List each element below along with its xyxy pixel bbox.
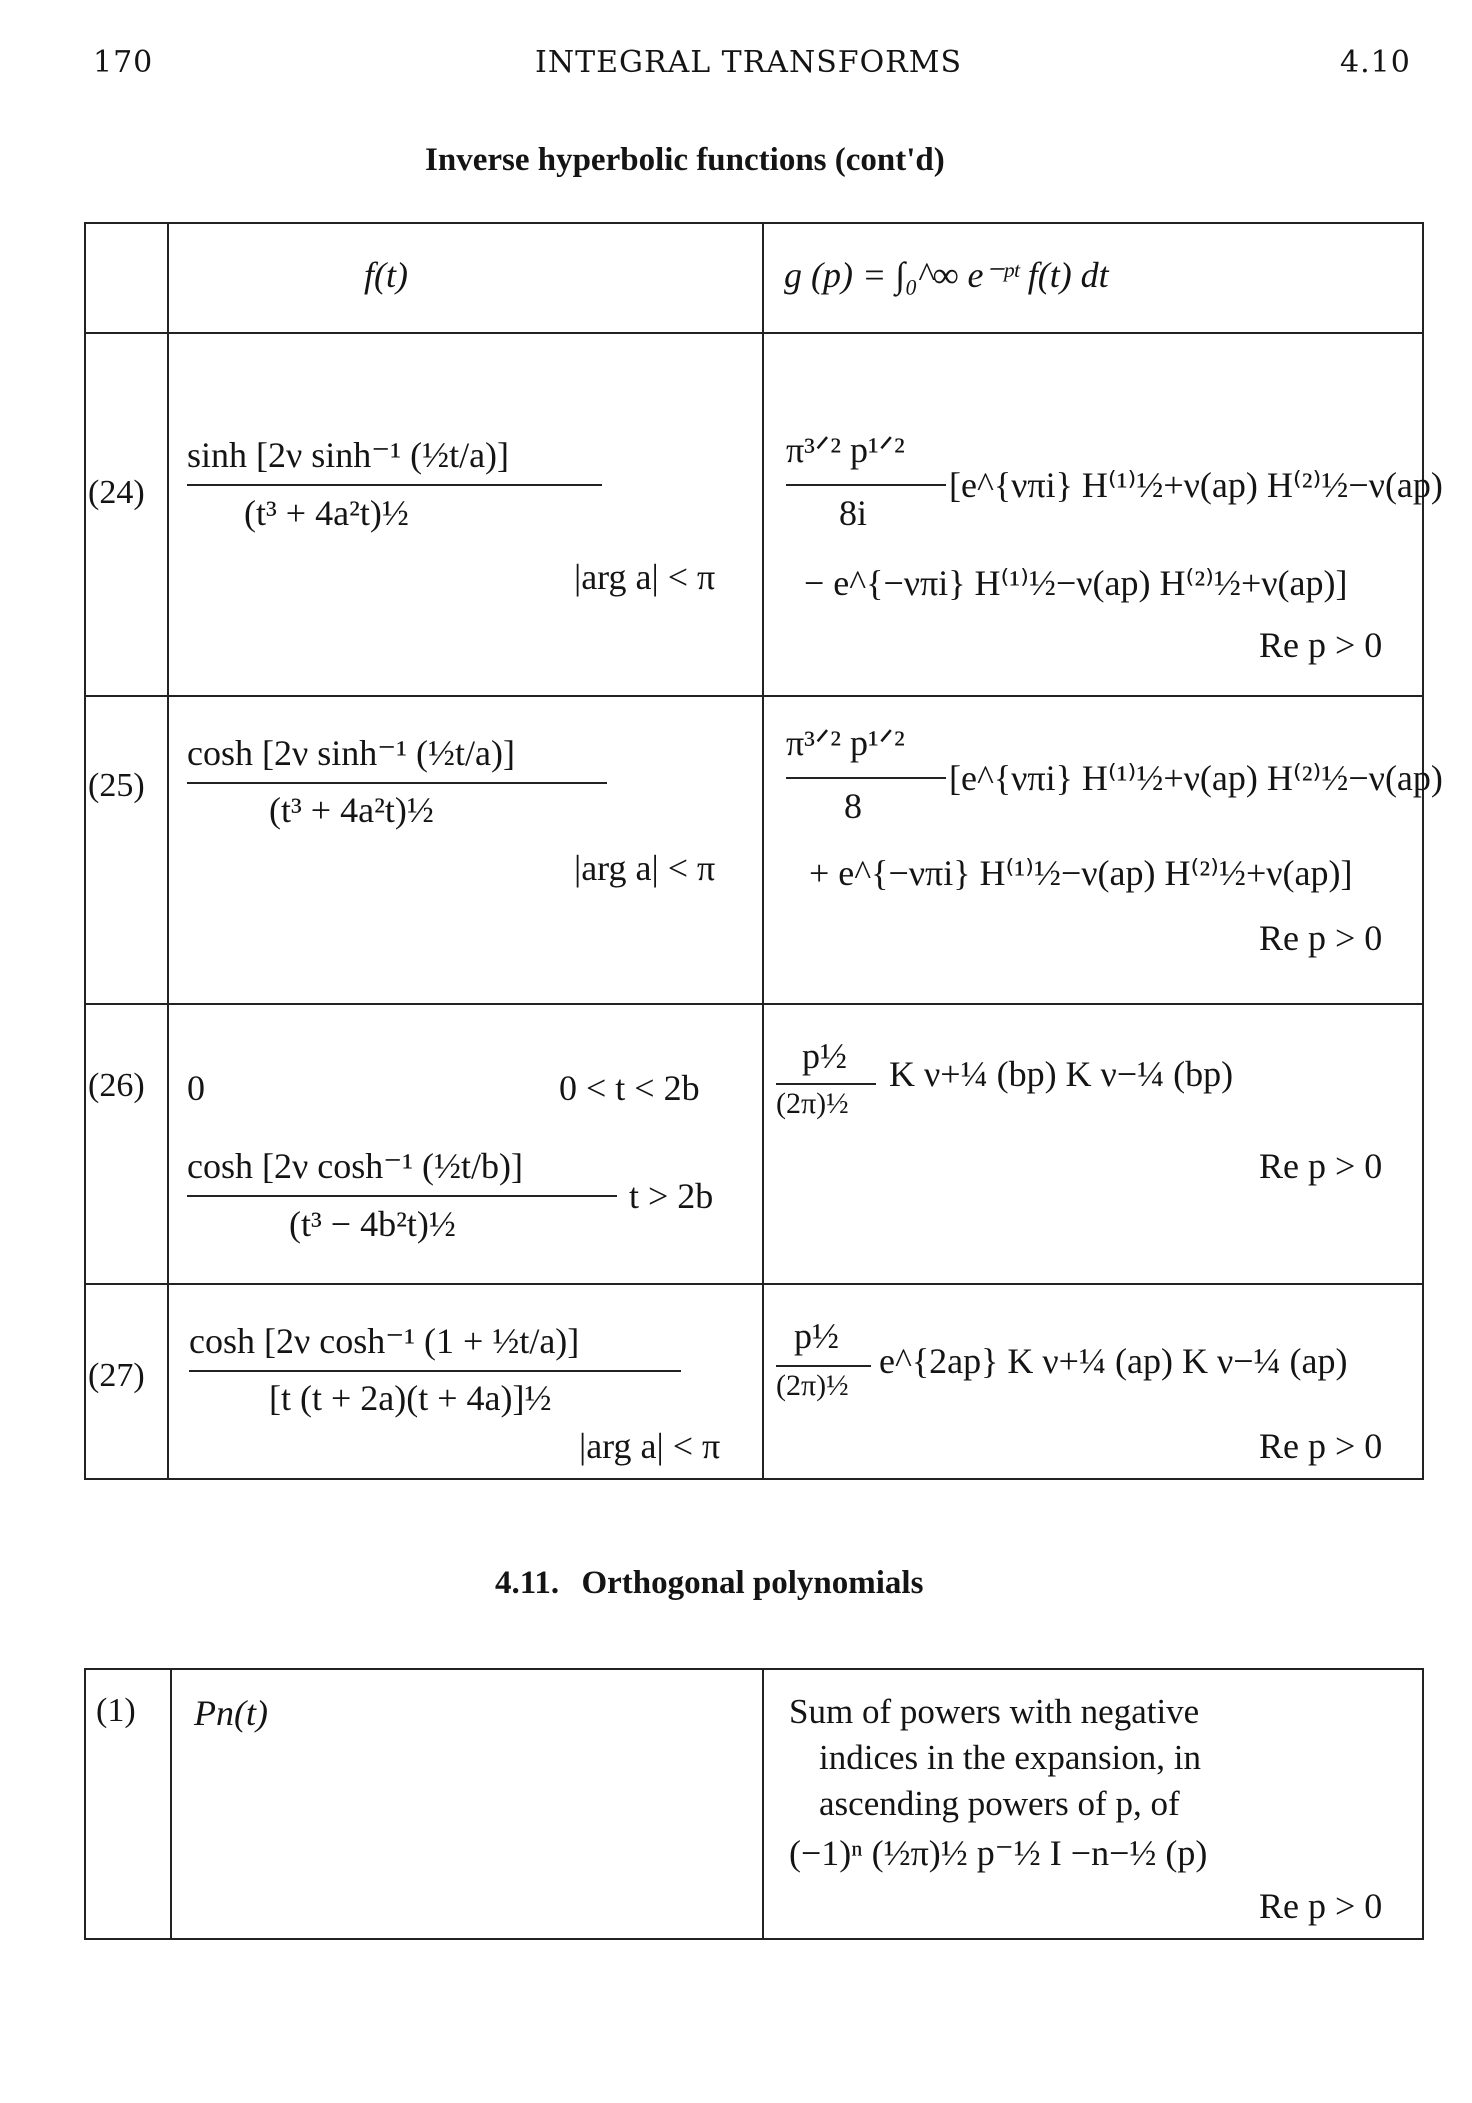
g-line-2: − e^{−νπi} H⁽¹⁾½−ν(ap) H⁽²⁾½+ν(ap)]	[804, 563, 1348, 603]
formula-number: (24)	[88, 474, 145, 511]
g-condition: Re p > 0	[1259, 1886, 1383, 1926]
f-column-header: f(t)	[364, 255, 408, 295]
f-header-cell	[168, 223, 763, 333]
fraction-bar	[786, 484, 946, 486]
g-line-1: [e^{νπi} H⁽¹⁾½+ν(ap) H⁽²⁾½−ν(ap)	[949, 758, 1443, 798]
f-cell	[168, 696, 763, 1004]
row-label-cell	[85, 1669, 171, 1939]
f-denominator: (t³ − 4b²t)½	[289, 1204, 456, 1244]
g-cell	[763, 1004, 1423, 1284]
integral-transform-table	[84, 222, 1443, 1480]
row-label-cell	[85, 333, 168, 696]
formula-number: (27)	[88, 1357, 145, 1394]
g-condition: Re p > 0	[1259, 1146, 1383, 1186]
fraction-bar	[189, 1370, 681, 1372]
g-formula: (−1)ⁿ (½π)½ p⁻½ I −n−½ (p)	[789, 1833, 1208, 1873]
g-column-header: g (p) = ∫₀^∞ e⁻ᵖᵗ f(t) dt	[784, 255, 1109, 295]
section-name-4-11: Orthogonal polynomials	[581, 1565, 924, 1601]
label-header-cell	[85, 223, 168, 333]
g-coefficient-numerator: π³ᐟ² p¹ᐟ²	[786, 723, 905, 763]
row-label-cell	[85, 696, 168, 1004]
g-cell	[763, 1669, 1423, 1939]
f-numerator: cosh [2ν cosh⁻¹ (1 + ½t/a)]	[189, 1321, 580, 1361]
f-condition: t > 2b	[629, 1176, 714, 1216]
f-condition: |arg a| < π	[579, 1426, 721, 1466]
f-numerator: cosh [2ν sinh⁻¹ (½t/a)]	[187, 733, 516, 773]
fraction-bar	[786, 777, 946, 779]
f-cell	[168, 1284, 763, 1479]
section-4-11-title	[495, 1565, 923, 1602]
table-header-row	[85, 223, 1423, 333]
f-cell	[171, 1669, 763, 1939]
f-condition: |arg a| < π	[574, 848, 716, 888]
table-row	[85, 1669, 1423, 1939]
f-numerator: cosh [2ν cosh⁻¹ (½t/b)]	[187, 1146, 524, 1186]
g-cell	[763, 333, 1443, 696]
f-numerator: sinh [2ν sinh⁻¹ (½t/a)]	[187, 435, 510, 475]
fraction-bar	[776, 1365, 871, 1367]
f-zero-condition: 0 < t < 2b	[559, 1068, 700, 1108]
f-polynomial: Pn(t)	[194, 1693, 268, 1733]
fraction-bar	[187, 484, 602, 486]
g-line-1: [e^{νπi} H⁽¹⁾½+ν(ap) H⁽²⁾½−ν(ap)	[949, 465, 1443, 505]
f-condition: |arg a| < π	[574, 557, 716, 597]
f-denominator: (t³ + 4a²t)½	[244, 493, 409, 533]
section-number: 4.10	[1340, 45, 1411, 80]
g-coefficient-numerator: p½	[794, 1316, 839, 1356]
table-row	[85, 1004, 1423, 1284]
section-number-4-11: 4.11.	[495, 1565, 560, 1601]
g-text-line-3: ascending powers of p, of	[819, 1784, 1180, 1823]
row-label-cell	[85, 1004, 168, 1284]
g-text-line-1: Sum of powers with negative	[789, 1692, 1200, 1731]
g-cell	[763, 1284, 1423, 1479]
page-number: 170	[93, 45, 154, 80]
table-row	[85, 696, 1423, 1004]
running-title: INTEGRAL TRANSFORMS	[535, 45, 963, 80]
g-coefficient-denominator: 8i	[839, 493, 868, 533]
formula-number: (1)	[96, 1692, 136, 1729]
f-cell	[168, 1004, 763, 1284]
fraction-bar	[187, 1195, 617, 1197]
g-coefficient-denominator: 8	[844, 786, 862, 826]
table-row	[85, 333, 1423, 696]
g-text-line-2: indices in the expansion, in	[819, 1738, 1202, 1777]
g-condition: Re p > 0	[1259, 625, 1383, 665]
g-coefficient-numerator: p½	[802, 1036, 847, 1076]
table-row	[85, 1284, 1423, 1479]
fraction-bar	[776, 1083, 876, 1085]
g-coefficient-numerator: π³ᐟ² p¹ᐟ²	[786, 430, 905, 470]
g-cell	[763, 696, 1443, 1004]
g-header-cell	[763, 223, 1423, 333]
formula-number: (25)	[88, 767, 145, 804]
section-title: Inverse hyperbolic functions (cont'd)	[425, 142, 945, 178]
f-cell	[168, 333, 763, 696]
orthogonal-polynomials-table	[84, 1668, 1424, 1940]
g-coefficient-denominator: (2π)½	[776, 1087, 849, 1120]
g-coefficient-denominator: (2π)½	[776, 1369, 849, 1402]
g-condition: Re p > 0	[1259, 1426, 1383, 1466]
g-line-1: K ν+¼ (bp) K ν−¼ (bp)	[889, 1054, 1234, 1094]
fraction-bar	[187, 782, 607, 784]
f-zero-value: 0	[187, 1068, 205, 1108]
g-condition: Re p > 0	[1259, 918, 1383, 958]
row-label-cell	[85, 1284, 168, 1479]
formula-number: (26)	[88, 1067, 145, 1104]
g-line-2: + e^{−νπi} H⁽¹⁾½−ν(ap) H⁽²⁾½+ν(ap)]	[809, 853, 1353, 893]
g-line-1: e^{2ap} K ν+¼ (ap) K ν−¼ (ap)	[879, 1341, 1348, 1381]
f-denominator: (t³ + 4a²t)½	[269, 790, 434, 830]
f-denominator: [t (t + 2a)(t + 4a)]½	[269, 1378, 552, 1418]
